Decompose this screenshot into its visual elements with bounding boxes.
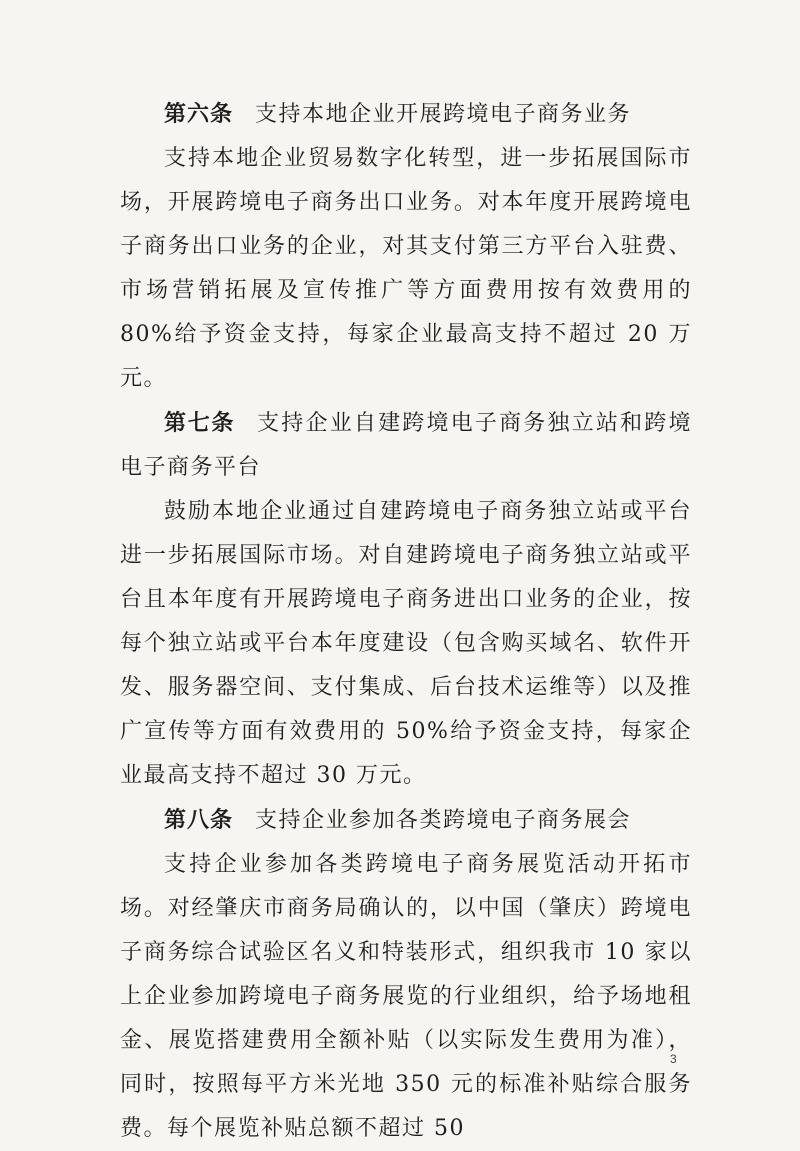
article-8-title: 支持企业参加各类跨境电子商务展会 [255, 808, 632, 833]
document-body [120, 92, 692, 1151]
article-8-body: 支持企业参加各类跨境电子商务展览活动开拓市场。对经肇庆市商务局确认的，以中国（肇庆）跨境电子商务综合试验区名义和特装形式，组织我市 10 家以上企业参加跨境电子商务展览的行业组织，给予场地租金、展览搭建费用全额补贴（以实际发生费用为准），同时，按照每平方米光地 350 元的标准补贴综合服务费。每个展览补贴总额不超过 50 [120, 852, 692, 1141]
article-7-heading [120, 401, 692, 490]
article-7-title: 支持企业自建跨境电子商务独立站和跨境电子商务平台 [120, 411, 692, 480]
article-6-heading [120, 92, 692, 137]
article-8-heading [120, 798, 692, 843]
article-7-number: 第七条 [164, 410, 236, 436]
page-number: 3 [670, 1052, 677, 1066]
article-6-title: 支持本地企业开展跨境电子商务业务 [255, 102, 632, 127]
article-7-body: 鼓励本地企业通过自建跨境电子商务独立站或平台进一步拓展国际市场。对自建跨境电子商务独立站或平台且本年度有开展跨境电子商务进出口业务的企业，按每个独立站或平台本年度建设（包含购买域名、软件开发、服务器空间、支付集成、后台技术运维等）以及推广宣传等方面有效费用的 50%给予资金支持，每家企业最高支持不超过 30 万元。 [120, 499, 692, 788]
article-6-body: 支持本地企业贸易数字化转型，进一步拓展国际市场，开展跨境电子商务出口业务。对本年度开展跨境电子商务出口业务的企业，对其支付第三方平台入驻费、市场营销拓展及宣传推广等方面费用按有效费用的 80%给予资金支持，每家企业最高支持不超过 20 万元。 [120, 146, 692, 391]
article-8-number: 第八条 [164, 807, 234, 833]
article-6-number: 第六条 [164, 101, 234, 127]
